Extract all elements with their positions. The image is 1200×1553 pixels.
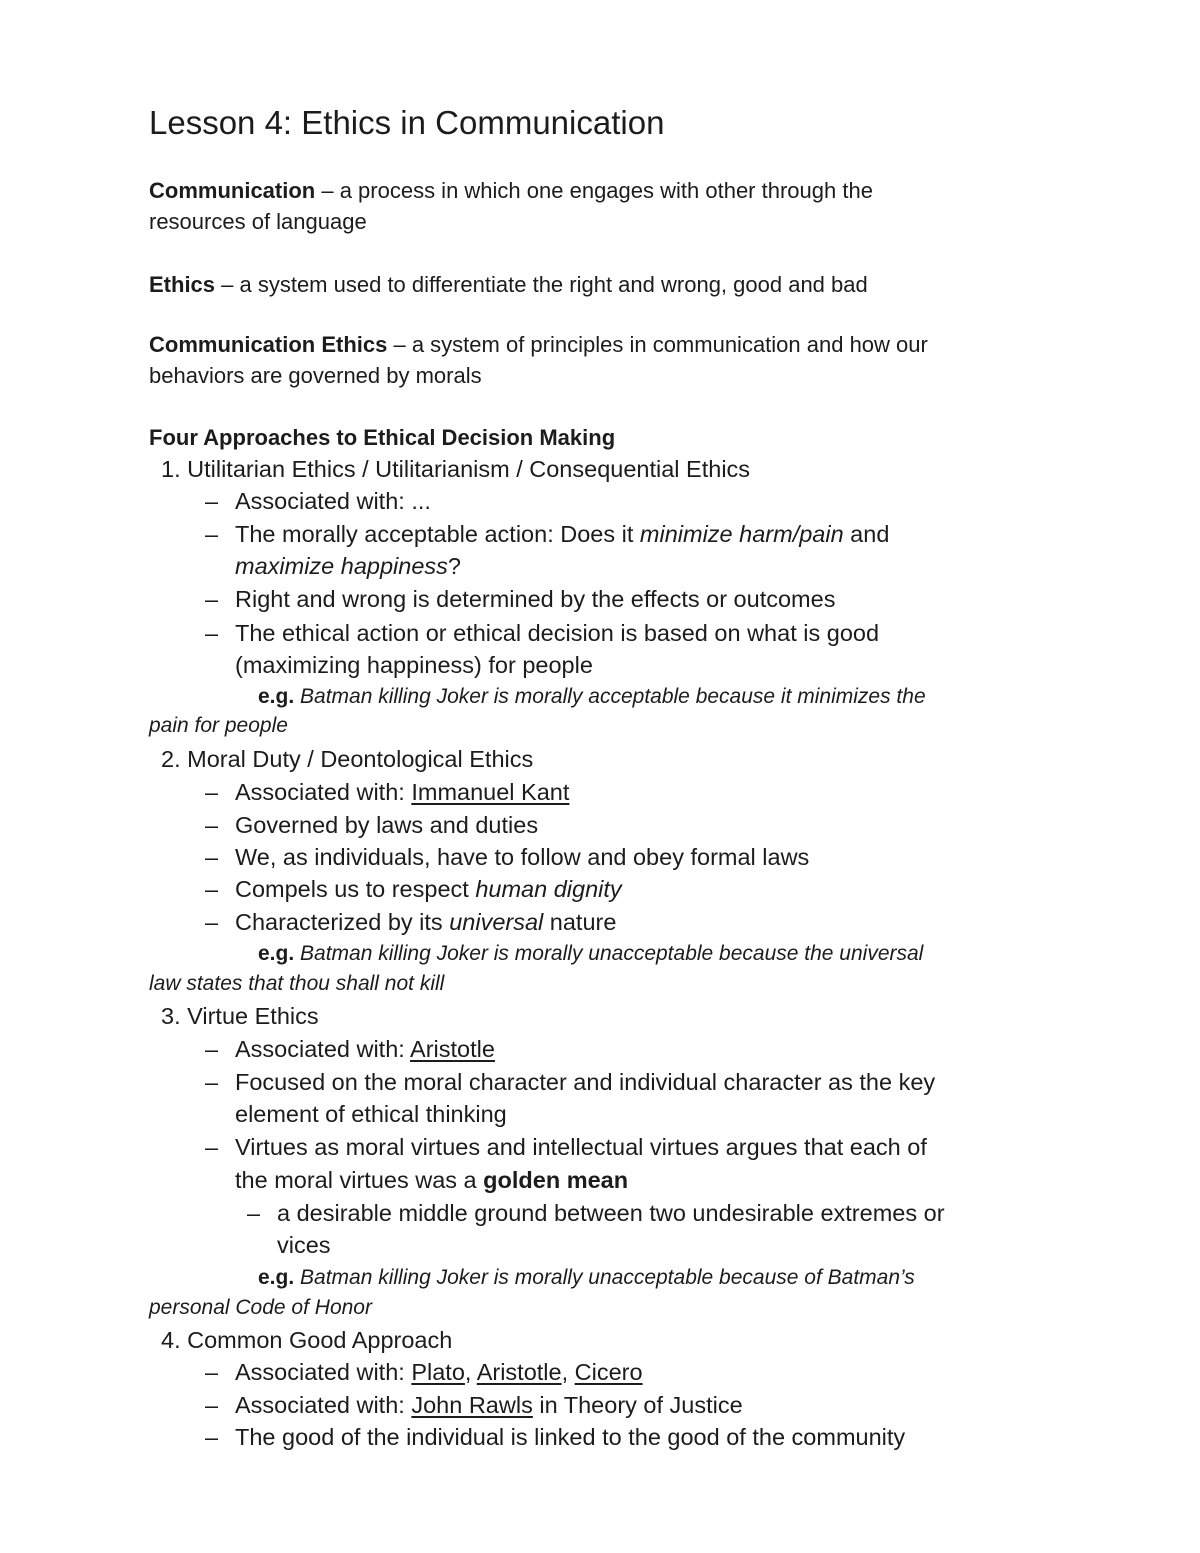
list-item: – Focused on the moral character and individual character as the key [205,1069,936,1095]
list-item: – The ethical action or ethical decision is based on what is good [205,620,880,646]
list-item-cont: (maximizing happiness) for people [235,652,593,678]
definition-communication-ethics [149,329,1049,391]
list-item: – Associated with: John Rawls in Theory of Justice [205,1392,743,1418]
approach-heading: 2. Moral Duty / Deontological Ethics [161,746,534,772]
list-item: – We, as individuals, have to follow and obey formal laws [205,844,810,870]
list-item: – Associated with: Plato, Aristotle, Cicero [205,1359,643,1385]
approach-heading: 1. Utilitarian Ethics / Utilitarianism / Consequential Ethics [161,456,751,482]
example-line-cont: law states that thou shall not kill [149,972,445,995]
page-title: Lesson 4: Ethics in Communication [149,104,665,141]
list-item: – Characterized by its universal nature [205,909,617,935]
list-item: – Right and wrong is determined by the effects or outcomes [205,586,836,612]
list-item: – Governed by laws and duties [205,812,539,838]
example-line-cont: pain for people [149,714,288,737]
approach-heading: 3. Virtue Ethics [161,1003,319,1029]
list-item: – The morally acceptable action: Does it minimize harm/pain and [205,521,890,547]
link-cicero[interactable]: Cicero [574,1359,643,1385]
list-item-cont: maximize happiness? [235,553,461,579]
sub-list-item-cont: vices [277,1232,331,1258]
definition-text: – a system of principles in communication and how our [387,332,928,357]
definition-text-cont: resources of language [149,209,367,234]
example-line: e.g. Batman killing Joker is morally acceptable because it minimizes the [258,685,926,708]
section-heading: Four Approaches to Ethical Decision Making [149,425,616,450]
link-plato[interactable]: Plato [411,1359,465,1385]
list-item: – Compels us to respect human dignity [205,876,622,902]
link-aristotle[interactable]: Aristotle [476,1359,562,1385]
definition-text: – a system used to differentiate the right and wrong, good and bad [215,272,868,297]
link-immanuel-kant[interactable]: Immanuel Kant [411,779,570,805]
link-aristotle[interactable]: Aristotle [410,1036,495,1062]
list-item-cont: the moral virtues was a golden mean [235,1167,629,1193]
list-item: – Virtues as moral virtues and intellectual virtues argues that each of [205,1134,927,1160]
definition-ethics [149,269,1049,300]
list-item: – Associated with: Aristotle [205,1036,495,1062]
approach-heading: 4. Common Good Approach [161,1327,453,1353]
list-item: – Associated with: ... [205,488,431,514]
example-line: e.g. Batman killing Joker is morally unacceptable because the universal [258,942,924,965]
sub-list-item: – a desirable middle ground between two undesirable extremes or [247,1200,945,1226]
definition-communication [149,175,1049,237]
definition-text: – a process in which one engages with other through the [315,178,873,203]
example-line: e.g. Batman killing Joker is morally unacceptable because of Batman’s [258,1266,915,1289]
example-line-cont: personal Code of Honor [149,1296,372,1319]
definition-term: Communication Ethics [149,332,388,357]
link-john-rawls[interactable]: John Rawls [411,1392,533,1418]
list-item: – Associated with: Immanuel Kant [205,779,570,805]
list-item: – The good of the individual is linked to the good of the community [205,1424,906,1450]
definition-term: Communication [149,178,316,203]
definition-text-cont: behaviors are governed by morals [149,363,482,388]
list-item-cont: element of ethical thinking [235,1101,507,1127]
definition-term: Ethics [149,272,216,297]
